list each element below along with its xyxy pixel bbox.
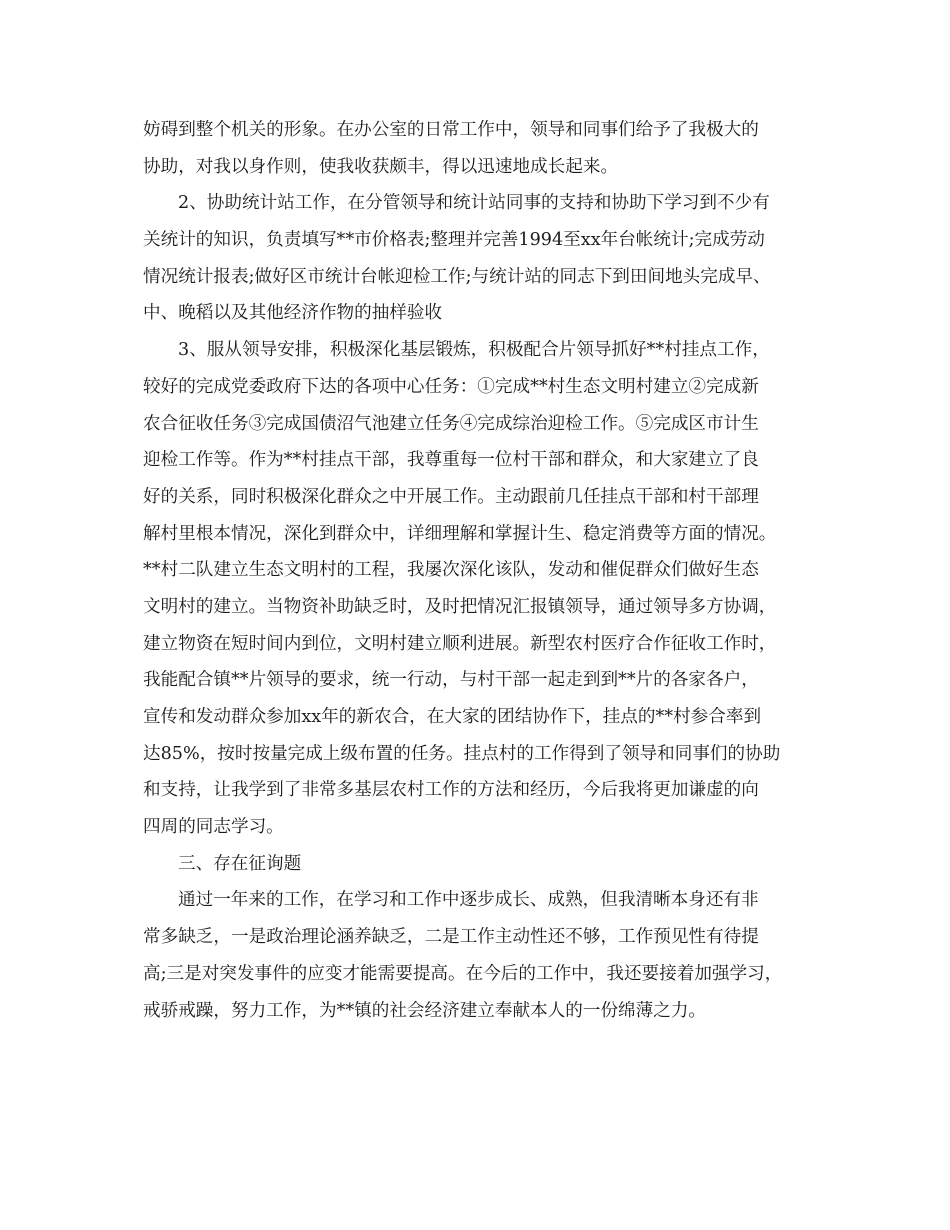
- text-line: 好的关系，同时积极深化群众之中开展工作。主动跟前几任挂点干部和村干部理: [143, 486, 759, 507]
- document-body: [143, 112, 813, 1029]
- text-line: 四周的同志学习。: [143, 817, 284, 838]
- text-line: 较好的完成党委政府下达的各项中心任务：①完成**村生态文明村建立②完成新: [143, 376, 759, 397]
- text-line: 文明村的建立。当物资补助缺乏时，及时把情况汇报镇领导，通过领导多方协调，: [143, 596, 777, 617]
- text-line: 戒骄戒躁，努力工作，为**镇的社会经济建立奉献本人的一份绵薄之力。: [143, 1000, 707, 1021]
- text-line: 迎检工作等。作为**村挂点干部，我尊重每一位村干部和群众，和大家建立了良: [143, 450, 759, 471]
- text-line: 我能配合镇**片领导的要求，统一行动，与村干部一起走到到**片的各家各户，: [143, 670, 759, 691]
- text-line: 妨碍到整个机关的形象。在办公室的日常工作中，领导和同事们给予了我极大的: [143, 120, 759, 140]
- text-line: 高;三是对突发事件的应变才能需要提高。在今后的工作中，我还要接着加强学习，: [143, 963, 783, 984]
- text-line: 关统计的知识，负责填写**市价格表;整理并完善1994至xx年台帐统计;完成劳动: [143, 230, 765, 251]
- text-line: 宣传和发动群众参加xx年的新农合，在大家的团结协作下，挂点的**村参合率到: [143, 707, 762, 727]
- text-line: 常多缺乏，一是政治理论涵养缺乏，二是工作主动性还不够，工作预见性有待提: [143, 927, 759, 948]
- text-line: 协助，对我以身作则，使我收获颇丰，得以迅速地成长起来。: [143, 156, 619, 177]
- text-line: 建立物资在短时间内到位，文明村建立顺利进展。新型农村医疗合作征收工作时，: [143, 633, 777, 654]
- text-line: 农合征收任务③完成国债沼气池建立任务④完成综治迎检工作。⑤完成区市计生: [143, 413, 759, 434]
- text-line: 2、协助统计站工作，在分管领导和统计站同事的支持和协助下学习到不少有: [178, 193, 770, 214]
- text-line: 3、服从领导安排，积极深化基层锻炼，积极配合片领导抓好**村挂点工作，: [178, 340, 770, 361]
- text-line: 达85%，按时按量完成上级布置的任务。挂点村的工作得到了领导和同事们的协助: [143, 743, 781, 764]
- text-line: 解村里根本情况，深化到群众中，详细理解和掌握计生、稳定消费等方面的情况。: [143, 523, 777, 544]
- text-line: 情况统计报表;做好区市统计台帐迎检工作;与统计站的同志下到田间地头完成早、: [143, 266, 771, 287]
- text-line: 中、晚稻以及其他经济作物的抽样验收: [143, 303, 443, 324]
- text-line: 和支持，让我学到了非常多基层农村工作的方法和经历，今后我将更加谦虚的向: [143, 780, 759, 801]
- text-line: 三、存在征询题: [178, 853, 302, 874]
- text-line: **村二队建立生态文明村的工程，我屡次深化该队，发动和催促群众们做好生态: [143, 560, 759, 581]
- text-line: 通过一年来的工作，在学习和工作中逐步成长、成熟，但我清晰本身还有非: [178, 890, 759, 911]
